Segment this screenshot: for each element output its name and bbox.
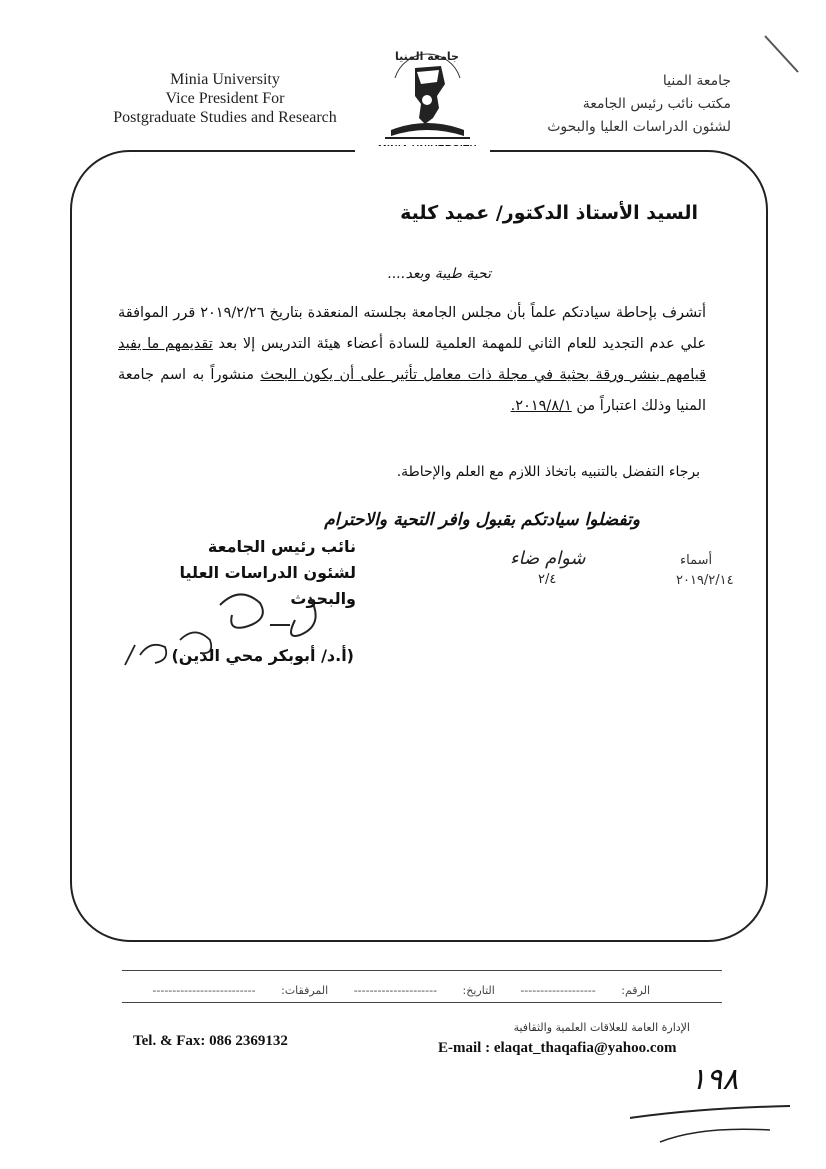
corner-mark [765,36,798,72]
handwritten-note-date: ٢/٤ [538,572,557,587]
letter-body [118,298,706,422]
attachments-value: -------------------------- [152,984,256,997]
ref-value: ------------------- [520,984,596,997]
date-label: التاريخ: [462,984,495,997]
nefertiti-emblem-icon [375,38,480,148]
handwritten-name: أسماء [680,553,713,568]
body-effective-date: ٢٠١٩/٨/١. [510,398,572,414]
arabic-header [471,70,731,139]
footer-rule-top [122,970,722,971]
tel-fax: Tel. & Fax: 086 2369132 [133,1033,288,1049]
footer-fields [130,984,650,997]
addressee: السيد الأستاذ الدكتور/ عميد كلية [400,202,698,224]
ref-label: الرقم: [621,984,650,997]
body-text-underlined: تقديمهم ما يفيد قيامهم بنشر ورقة بحثية في مجلة ذات معامل تأثير على أن يكون البحث [118,336,707,383]
footer-rule-bottom [122,1002,722,1003]
page-number: ١٩٨ [690,1062,739,1097]
closing-line: وتفضلوا سيادتكم بقبول وافر التحية والاحترام [324,510,640,530]
signer-department: لشئون الدراسات العليا والبحوث [179,563,356,608]
frame-gap [355,146,490,154]
request-line: برجاء التفضل بالتنبيه باتخاذ اللازم مع العلم والإحاطة. [396,464,700,480]
attachments-label: المرفقات: [281,984,329,997]
body-text-1: أتشرف بإحاطة سيادتكم علماً بأن مجلس الجامعة بجلسته المنعقدة بتاريخ ٢٠١٩/٢/٢٦ قرر الموافقة علي عدم التجديد للعام الثاني للمهمة العلمية للسادة أعضاء هيئة التدريس إلا بعد [118,305,707,352]
logo-arabic-text: جامعة المنيا [395,50,459,63]
greeting: تحية طيبة وبعد.... [387,266,491,282]
date-value: --------------------- [353,984,438,997]
university-logo [375,38,480,163]
signer-title: نائب رئيس الجامعة [207,537,356,556]
ar-header-department: لشئون الدراسات العليا والبحوث [547,119,731,135]
en-header-department: Postgraduate Studies and Research [113,109,337,126]
en-header-office: Vice President For [165,90,285,107]
pagination-stroke [630,1106,790,1118]
department-name: الإدارة العامة للعلاقات العلمية والثقافية [513,1021,690,1034]
en-header-university: Minia University [170,71,280,88]
handwritten-note: شوام ضاء [510,548,586,569]
email-address: E-mail : elaqat_thaqafia@yahoo.com [438,1040,677,1056]
body-text-2: منشوراً به اسم جامعة المنيا وذلك اعتباراً من [118,367,706,414]
signer-name: (أ.د/ أبوبكر محي الدين) [171,646,354,665]
ar-header-university: جامعة المنيا [662,73,731,89]
handwritten-date: ٢٠١٩/٢/١٤ [676,573,734,588]
ar-header-office: مكتب نائب رئيس الجامعة [582,96,731,112]
english-header [80,70,370,127]
pagination-stroke-2 [660,1129,770,1142]
